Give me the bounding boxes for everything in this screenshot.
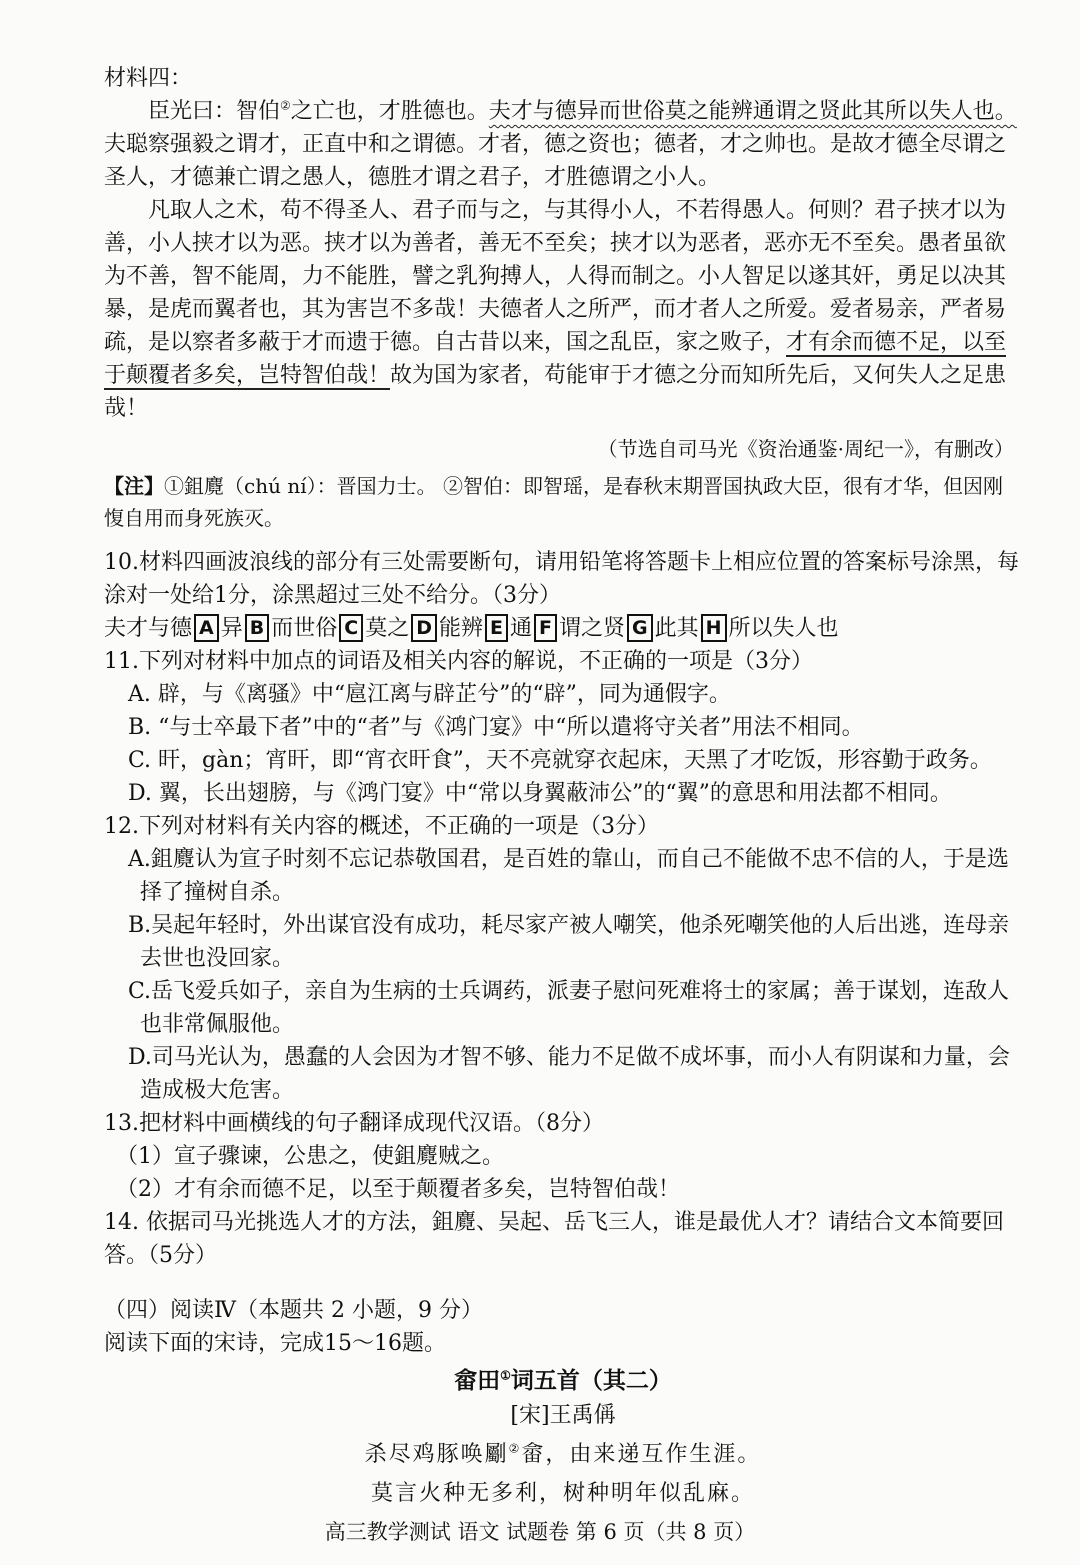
question-13-sentence-1: （1）宣子骤谏，公患之，使鉏麑贼之。: [116, 1144, 504, 1169]
p2-start: 凡取人之术，苟不得圣人、君子而与之，与其得小人，不若得愚人。何则？君子挟才以为善，小人挟才以为恶。挟才以为善者，善无不至矣；挟才以为恶者，恶亦无不至矣。愚者虽欲为不善，智不能周，力不能胜，譬之乳狗搏人，人得而制之。小人智足以遂其奸，勇足以决其暴，是虎而翼者也，其为害岂不多哉！夫德者人之所严，而才者人之所爱。爱者易亲，严者易疏，是以察者多蔽于才而遗于德。自古昔以来，国之乱臣，家之败子，: [104, 198, 1007, 355]
option-box-d[interactable]: D: [411, 614, 437, 642]
option-box-b[interactable]: B: [245, 614, 269, 642]
footnote-mark-1: ①: [500, 1368, 511, 1383]
footnote-mark-2: ②: [508, 1441, 522, 1456]
p1-rest: 夫聪察强毅之谓才，正直中和之谓德。才者，德之资也；德者，才之帅也。是故才德全尽谓之圣人，才德兼亡谓之愚人，德胜才谓之君子，才胜德谓之小人。: [104, 132, 1007, 190]
option-line: A.鉏麑认为宣子时刻不忘记恭敬国君，是百姓的靠山，而自己不能做不忠不信的人，于是选: [128, 847, 1009, 872]
annotation-note: [104, 470, 1022, 534]
poem-title-a: 畲田: [454, 1367, 501, 1394]
segment: 而世俗: [271, 616, 338, 641]
p1-intro: 臣光曰：智伯: [148, 99, 281, 124]
source-citation: （节选自司马光《资治通鉴·周纪一》，有删改）: [597, 437, 1014, 461]
option-box-f[interactable]: F: [534, 614, 557, 642]
material-paragraph-2: [104, 194, 1022, 425]
question-12-stem: 12.下列对材料有关内容的概述，不正确的一项是（3分）: [104, 814, 659, 839]
material-paragraph-1: [104, 95, 1022, 194]
poem-line-1-a: 杀尽鸡豚唤劚: [364, 1442, 509, 1467]
poem-author: [宋]王禹偁: [510, 1403, 616, 1428]
question-14-stem: 14. 依据司马光挑选人才的方法，鉏麑、吴起、岳飞三人，谁是最优人才？请结合文本简要回答。（5分）: [104, 1210, 1004, 1268]
option-box-e[interactable]: E: [485, 614, 508, 642]
section-4-instruction: 阅读下面的宋诗，完成15～16题。: [104, 1331, 446, 1356]
question-12-option-b[interactable]: [104, 909, 1022, 975]
question-13-sentence-2: （2）才有余而德不足，以至于颠覆者多矣，岂特智伯哉！: [116, 1177, 680, 1202]
note-tag: 【注】: [104, 474, 164, 498]
option-line-cont: 去世也没回家。: [140, 946, 295, 971]
poem-line-1: [104, 1438, 1022, 1471]
question-10-options: [104, 612, 1022, 645]
poem-line-2: 莫言火种无多利，树种明年似乱麻。: [370, 1481, 755, 1506]
option-line: D.司马光认为，愚蠢的人会因为才智不够、能力不足做不成坏事，而小人有阴谋和力量，会: [128, 1045, 1010, 1070]
question-12-option-a[interactable]: [104, 843, 1022, 909]
page-footer: 高三教学测试 语文 试题卷 第 6 页（共 8 页）: [324, 1520, 756, 1544]
section-4-title: （四）阅读Ⅳ（本题共 2 小题，9 分）: [104, 1298, 483, 1323]
option-box-h[interactable]: H: [701, 614, 727, 642]
segment: 通: [510, 616, 533, 641]
wavy-underlined-sentence: 夫才与德异而世俗莫之能辨通谓之贤此其所以失人也。: [488, 99, 1017, 124]
segment: 莫之: [365, 616, 410, 641]
question-11-option-b[interactable]: B. “与士卒最下者”中的“者”与《鸿门宴》中“所以遣将守关者”用法不相同。: [128, 715, 864, 740]
question-12-option-c[interactable]: [104, 975, 1022, 1041]
material-heading: 材料四：: [104, 66, 193, 91]
p1-mid: 之亡也，才胜德也。: [290, 99, 489, 124]
option-line-cont: 造成极大危害。: [140, 1078, 295, 1103]
note-text: ①鉏麑（chú ní）：晋国力士。 ②智伯：即智瑶，是春秋末期晋国执政大臣，很有才华，但因刚愎自用而身死族灭。: [104, 474, 1003, 530]
question-12-option-d[interactable]: [104, 1041, 1022, 1107]
option-line: B.吴起年轻时，外出谋官没有成功，耗尽家产被人嘲笑，他杀死嘲笑他的人后出逃，连母亲: [128, 913, 1010, 938]
question-11-option-a[interactable]: A. 辟，与《离骚》中“扈江离与辟芷兮”的“辟”，同为通假字。: [128, 682, 731, 707]
segment: 谓之贤: [559, 616, 626, 641]
segment: 夫才与德: [104, 616, 193, 641]
p2-end: 故为国为家者，苟能审于才德之分而知所先后，又何失人之足患哉！: [104, 363, 1007, 421]
segment: 异: [220, 616, 243, 641]
option-box-g[interactable]: G: [627, 614, 653, 642]
poem-title: [104, 1364, 1022, 1397]
segment: 所以失人也: [728, 616, 839, 641]
question-11-stem: 11.下列对材料中加点的词语及相关内容的解说，不正确的一项是（3分）: [104, 649, 813, 674]
segment: 此其: [654, 616, 699, 641]
underlined-sentence: 才有余而德不足，以至于颠覆者多矣，岂特智伯哉！: [104, 330, 1007, 388]
question-11-option-c[interactable]: C. 旰，gàn；宵旰，即“宵衣旰食”，天不亮就穿衣起床，天黑了才吃饭，形容勤于政务。: [128, 748, 992, 773]
poem-line-1-b: 畲，由来递互作生涯。: [521, 1442, 762, 1467]
question-13-stem: 13.把材料中画横线的句子翻译成现代汉语。（8分）: [104, 1111, 604, 1136]
option-box-a[interactable]: A: [194, 614, 219, 642]
option-line-cont: 也非常佩服他。: [140, 1012, 295, 1037]
poem-title-b: 词五首（其二）: [510, 1367, 672, 1394]
option-line-cont: 择了撞树自杀。: [140, 880, 295, 905]
segment: 能辨: [439, 616, 484, 641]
footnote-mark-2: ②: [280, 98, 291, 113]
option-box-c[interactable]: C: [339, 614, 363, 642]
question-10-stem: 10.材料四画波浪线的部分有三处需要断句，请用铅笔将答题卡上相应位置的答案标号涂黑，每涂对一处给1分，涂黑超过三处不给分。（3分）: [104, 550, 1019, 608]
option-line: C.岳飞爱兵如子，亲自为生病的士兵调药，派妻子慰问死难将士的家属；善于谋划，连敌人: [128, 979, 1010, 1004]
question-11-option-d[interactable]: D. 翼，长出翅膀，与《鸿门宴》中“常以身翼蔽沛公”的“翼”的意思和用法都不相同。: [128, 781, 952, 806]
